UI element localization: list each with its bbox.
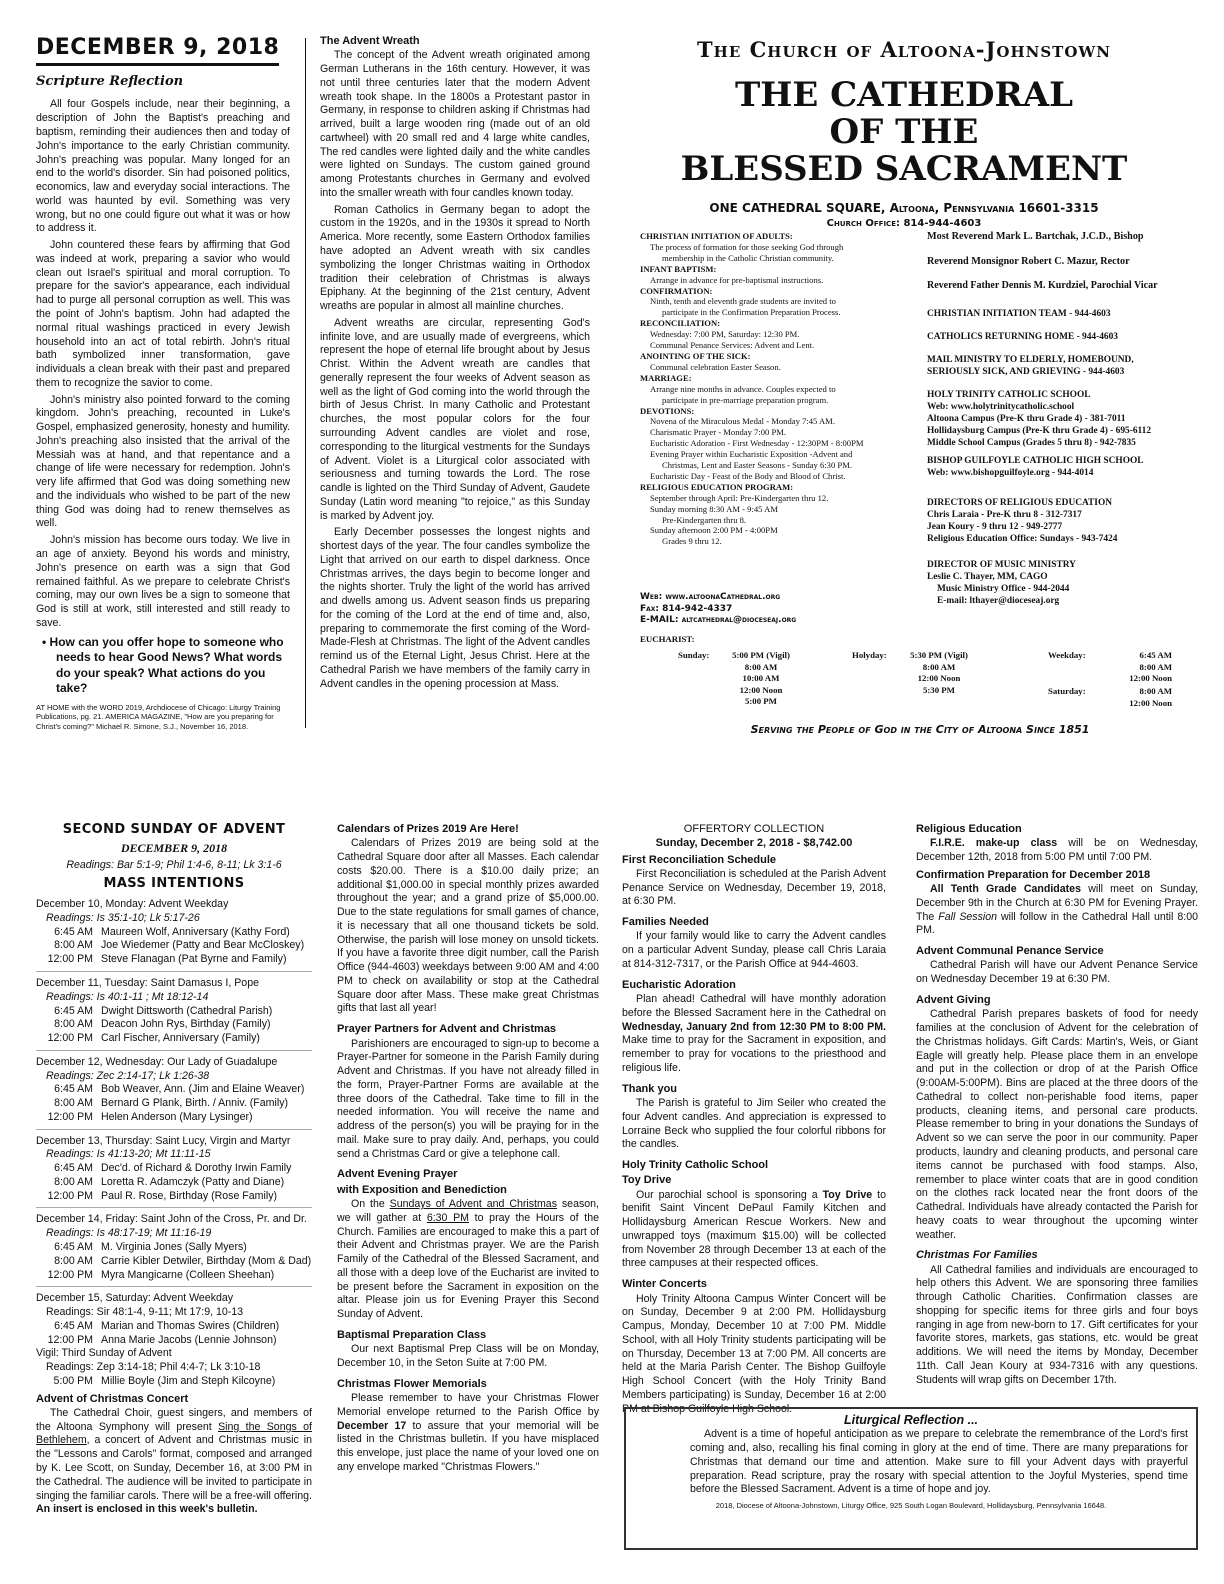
confirmation-text: All Tenth Grade Candidates will meet on Sunday, December 9th in the Church at 6:30 PM for Evening Prayer. The Fall Session will follow in the Cathedral Hall until 8:00 PM.: [916, 883, 1199, 937]
info-line: September through April: Pre-Kindergarten thru 12.: [650, 492, 829, 503]
info-line: membership in the Catholic Christian community.: [662, 252, 834, 263]
intention-day: December 12, Wednesday: Our Lady of Guadalupe: [36, 1055, 278, 1068]
scripture-paragraph-4: John's mission has become ours today. We live in an age of anxiety. Beyond his words and ministry, John's presence on earth was a sign that God remained faithful. As we prepare to celebrate Christ's coming, may our own lives be a sign to someone that God is still at work, still interested and still ready to save.: [36, 534, 290, 629]
announcements-column-3: [622, 822, 886, 1419]
intention-row: 12:00 PM Helen Anderson (Mary Lysinger): [47, 1110, 253, 1123]
vigil-readings: Readings: Zep 3:14-18; Phil 4:4-7; Lk 3:10-18: [46, 1361, 261, 1374]
music-office: Music Ministry Office - 944-2044: [937, 584, 1070, 595]
intention-readings: Readings: Is 35:1-10; Lk 5:17-26: [46, 911, 200, 924]
adoration-title: Eucharistic Adoration: [622, 978, 736, 991]
prayer-partners-title: Prayer Partners for Advent and Christmas: [337, 1023, 557, 1036]
baptismal-text: Our next Baptismal Prep Class will be on Monday, December 10, in the Seton Suite at 7:00 PM.: [337, 1343, 599, 1369]
contact-block: [640, 592, 920, 627]
concert-text: The Cathedral Choir, guest singers, and members of the Altoona Symphony will present Sing the Songs of Bethlehem, a concert of Advent and Christmas music in the "Lessons and Carols" format, composed and arranged by K. Lee Scott, on Sunday, December 16, at 3:00 PM in the Cathedral. The audience will be invited to participate in singing the familiar carols. There will be a free-will offering. An insert is enclosed in this week's bulletin.: [36, 1406, 312, 1516]
hollidaysburg-campus: Hollidaysburg Campus (Pre-K thru Grade 4) - 695-6112: [927, 426, 1152, 437]
intention-row: 8:00 AM Joe Wiedemer (Patty and Bear McCloskey): [54, 939, 305, 952]
intention-row: 12:00 PM Paul R. Rose, Birthday (Rose Family): [47, 1189, 278, 1202]
sacraments-info: [640, 231, 920, 547]
penance-service-title: Advent Communal Penance Service: [916, 945, 1104, 958]
scripture-heading: Scripture Reflection: [36, 73, 184, 89]
adoration-text: Plan ahead! Cathedral will have monthly adoration before the Blessed Sacrament here in the Cathedral on Wednesday, January 2nd from 12:30 PM to 8:00 PM. Make time to pray for the Sacrament in exposition, and remember to pray for vocations to the priesthood and religious life.: [622, 993, 886, 1074]
reflection-question: • How can you offer hope to someone who needs to hear Good News? What words do your speak? What actions do you take?: [42, 634, 284, 696]
sunday-readings: Readings: Bar 5:1-9; Phil 1:4-6, 8-11; Lk 3:1-6: [66, 859, 282, 872]
cathedral-title-2: OF THE: [829, 112, 979, 153]
vigil-label: Vigil: Third Sunday of Advent: [36, 1347, 172, 1360]
sunday-title: SECOND SUNDAY OF ADVENT: [62, 822, 286, 837]
info-line: INFANT BAPTISM:: [640, 263, 717, 274]
wreath-paragraph-4: Early December possesses the longest nights and shortest days of the year. The four candles symbolize the Light that arrived on our earth to dispel darkness. Once Christmas arrives, the days begin to become longer and the nights shorter. Truly the light of the world has arrived and dwells among us. Advent season finds us preparing for the coming of the Lord at the end of time and, also, preparing to commemorate the first coming of the Word-Made-Flesh at Christmas. The light of the Advent candles remind us of the Eternal Light, Jesus Christ. Here at the Cathedral Parish we have members of the family carry in Advent candles in the opening procession at Mass.: [320, 526, 590, 690]
baptismal-title: Baptismal Preparation Class: [337, 1328, 487, 1341]
intention-readings: Readings: Is 41:13-20; Mt 11:11-15: [46, 1148, 211, 1161]
music-ministry-title: DIRECTOR OF MUSIC MINISTRY: [927, 560, 1076, 571]
info-line: ANOINTING OF THE SICK:: [640, 350, 751, 361]
director-laraia: Chris Laraia - Pre-K thru 8 - 312-7317: [927, 510, 1082, 521]
eucharist-label: EUCHARIST:: [640, 634, 695, 644]
intention-day: December 13, Thursday: Saint Lucy, Virgin and Martyr: [36, 1134, 291, 1147]
intention-row: 6:45 AM Maureen Wolf, Anniversary (Kathy Ford): [54, 925, 290, 938]
staff-directory: [927, 230, 1207, 607]
intention-row: 6:45 AM Bob Weaver, Ann. (Jim and Elaine Weaver): [54, 1083, 305, 1096]
intention-day: December 14, Friday: Saint John of the Cross, Pr. and Dr.: [36, 1213, 307, 1226]
info-line: Sunday morning 8:30 AM - 9:45 AM: [650, 503, 778, 514]
winter-concerts-text: Holy Trinity Altoona Campus Winter Concert will be on Sunday, December 9 at 2:00 PM. Hollidaysburg Campus, Monday, December 10 at 7:00 PM. Middle School, with all Holy Trinity students participating will be on Thursday, December 13 at 7:00 PM. All concerts are held at the Maria Parish Center. The Bishop Guilfoyle High School Concert (with the Holy Trinity Band Members participating) is Sunday, December 16 at 2:00 PM at Bishop Guilfoyle High School.: [622, 1292, 886, 1415]
info-line: Eucharistic Adoration - First Wednesday - 12:30PM - 8:00PM: [650, 438, 864, 449]
saturday-readings: Readings: Sir 48:1-4, 9-11; Mt 17:9, 10-13: [46, 1306, 244, 1319]
info-line: CONFIRMATION:: [640, 285, 713, 296]
bishop-guilfoyle-web: Web: www.bishopguilfoyle.org - 944-4014: [927, 468, 1094, 479]
column-divider: [305, 38, 306, 728]
saturday-day: December 15, Saturday: Advent Weekday: [36, 1292, 234, 1305]
families-needed-title: Families Needed: [622, 916, 709, 929]
intention-row: 8:00 AM Bernard G Plank, Birth. / Anniv. (Family): [54, 1097, 289, 1110]
intention-row: 12:00 PM Anna Marie Jacobs (Lennie Johnson): [47, 1333, 277, 1346]
intention-row: 12:00 PM Carl Fischer, Anniversary (Family): [47, 1032, 260, 1045]
info-line: Sunday afternoon 2:00 PM - 4:00PM: [650, 525, 778, 536]
scripture-column: [36, 34, 290, 731]
info-line: RECONCILIATION:: [640, 318, 721, 329]
intention-row: 6:45 AM Dwight Dittsworth (Cathedral Parish): [54, 1004, 273, 1017]
concert-title: Advent of Christmas Concert: [36, 1392, 189, 1405]
info-line: Arrange nine months in advance. Couples expected to: [650, 383, 836, 394]
reflection-title: Liturgical Reflection ...: [843, 1413, 979, 1427]
holyday-times: [894, 650, 984, 696]
saturday-intentions: [36, 1320, 312, 1348]
info-line: Grades 9 thru 12.: [662, 536, 722, 547]
eucharist-schedule: [640, 634, 1200, 708]
evening-prayer-title-2: with Exposition and Benediction: [337, 1183, 507, 1196]
email-link[interactable]: E-MAIL: altcathedral@dioceseaj.org: [640, 615, 797, 626]
christian-initiation-team: CHRISTIAN INITIATION TEAM - 944-4603: [927, 308, 1111, 319]
mass-intentions-title: MASS INTENTIONS: [103, 876, 245, 892]
sunday-time: 8:00 AM: [744, 661, 778, 672]
holy-trinity-school: HOLY TRINITY CATHOLIC SCHOOL: [927, 390, 1091, 401]
winter-concerts-title: Winter Concerts: [622, 1278, 707, 1291]
toy-drive-title-2: Toy Drive: [622, 1174, 672, 1187]
middle-school-campus: Middle School Campus (Grades 5 thru 8) - 942-7835: [927, 438, 1136, 449]
saturday-label: Saturday:: [1048, 686, 1086, 696]
thank-you-text: The Parish is grateful to Jim Seiler who created the four Advent candles. And appreciation is expressed to Lorraine Beck who supplied the four colorful ribbons for the candles.: [622, 1096, 886, 1151]
director-koury: Jean Koury - 9 thru 12 - 949-2777: [927, 522, 1063, 533]
mail-ministry-2: SERIOUSLY SICK, AND GRIEVING - 944-4603: [927, 366, 1125, 377]
offertory-title: OFFERTORY COLLECTION: [683, 823, 825, 835]
confirmation-title: Confirmation Preparation for December 2018: [916, 868, 1151, 881]
date-heading: DECEMBER 9, 2018: [36, 34, 279, 66]
families-needed-text: If your family would like to carry the Advent candles on a particular Advent Sunday, please call Chris Laraia at 814-312-7317, or the Parish Office at 944-4603.: [622, 930, 886, 971]
music-director: Leslie C. Thayer, MM, CAGO: [927, 572, 1048, 583]
prayer-partners-text: Parishioners are encouraged to sign-up to become a Prayer-Partner for someone in the Parish Family during Advent and Christmas. If you have not already filled in the form, Prayer-Partner Forms are available at the three doors of the Cathedral. Take time to fill in the needed information. You will receive the name and address of the person(s) you will be praying for in the mail. Make sure to pray daily. And, perhaps, you could send a Christmas Card or give a telephone call.: [337, 1037, 599, 1160]
thank-you-title: Thank you: [622, 1082, 678, 1095]
wreath-paragraph-2: Roman Catholics in Germany began to adopt the custom in the 1920s, and in the 1930s it spread to North America. More recently, some Eastern Orthodox families have adopted an Advent wreath with six candles symbolizing the longer Christmas waiting in Orthodox tradition their celebration of Christmas is always Epiphany. At the beginning of the 21st century, Advent wreaths are popular in almost all mainline churches.: [320, 203, 590, 313]
info-line: Arrange in advance for pre-baptismal instructions.: [650, 274, 824, 285]
first-reconciliation-text: First Reconciliation is scheduled at the Parish Advent Penance Service on Wednesday, December 19, 2018, at 6:30 PM.: [622, 867, 886, 908]
saturday-time: 12:00 Noon: [1129, 697, 1172, 708]
mass-intentions-column: [36, 822, 312, 1520]
toy-drive-text: Our parochial school is sponsoring a Toy Drive to benifit Saint Vincent DePaul Family Kitchen and Hollidaysburg American Rescue Workers. New and unwrapped toys (maximum $15.00) will be collected from November 28 through December 13 at each of the three campuses at their respected offices.: [622, 1188, 886, 1270]
info-line: DEVOTIONS:: [640, 405, 695, 416]
holyday-time: 12:00 Noon: [917, 673, 961, 684]
info-line: Novena of the Miraculous Medal - Monday 7:45 AM.: [650, 416, 835, 427]
weekday-time: 12:00 Noon: [1129, 673, 1172, 684]
music-email: E-mail: lthayer@dioceseaj.org: [937, 596, 1060, 607]
info-line: participate in pre-marriage preparation program.: [662, 394, 829, 405]
christmas-families-text: All Cathedral families and individuals are encouraged to help others this Advent. We are sponsoring three families through Catholic Charities. Confirmation classes are shopping for specific items for three girls and four boys ranging in age from new-born to 17. Gift certificates for your favorite stores, markets, gas stations, etc. would be great additions. We will need the items by Monday, December 11th. Call Jean Koury at 934-7316 with any questions. Students will wrap gifts on December 17th.: [916, 1263, 1198, 1386]
church-office-phone: Church Office: 814-944-4603: [826, 218, 982, 230]
info-line: participate in the Confirmation Preparation Process.: [662, 307, 841, 318]
intention-readings: Readings: Is 48:17-19; Mt 11:16-19: [46, 1227, 212, 1240]
info-line: The process of formation for those seeking God through: [650, 241, 844, 252]
flowers-title: Christmas Flower Memorials: [337, 1377, 487, 1390]
holy-trinity-web: Web: www.holytrinitycatholic.school: [927, 402, 1075, 413]
info-line: MARRIAGE:: [640, 372, 692, 383]
info-line: Charismatic Prayer - Monday 7:00 PM.: [650, 427, 787, 438]
bishop-guilfoyle-school: BISHOP GUILFOYLE CATHOLIC HIGH SCHOOL: [927, 456, 1144, 467]
sunday-time: 5:00 PM: [744, 696, 777, 707]
saturday-time: 8:00 AM: [1139, 686, 1172, 696]
calendars-title: Calendars of Prizes 2019 Are Here!: [337, 823, 519, 835]
reflection-body: Advent is a time of hopeful anticipation as we prepare to celebrate the remembrance of the Lord's first coming and, also, recalling his final coming in glory at the end of time. There are many preparations for Christmas that demand our time and attention. Make sure to fill your Advent days with prayerful preparation. Read scripture, pray the rosary with special attention to the Joyful Mysteries, spend time before the Blessed Sacrament. Advent is a time of hope and joy.: [690, 1428, 1188, 1496]
info-line: RELIGIOUS EDUCATION PROGRAM:: [640, 481, 794, 492]
weekday-time: 6:45 AM: [1139, 650, 1172, 660]
evening-prayer-text: On the Sundays of Advent and Christmas season, we will gather at 6:30 PM to pray the Hours of the Church. Families are encouraged to make this a part of their Advent and Christmas prayer. We are the Parish Family of the Cathedral of the Blessed Sacrament, and all those with a deep love of the Eucharist are invited to be present before the Sacrament in exposition on the altar. Please join us for Evening Prayer this Second Sunday of Advent.: [337, 1198, 600, 1321]
announcements-column-4: [916, 822, 1198, 1391]
sunday-time: 10:00 AM: [742, 673, 780, 684]
scripture-paragraph-1: All four Gospels include, near their beginning, a description of John the Baptist's preaching and baptism, reminding their audiences then and today of John's importance to the early Christian community. John's preaching was popular. Many longed for an end to the world's disorder. Sin had poisoned politics, economics, law and everyday social interactions. The world was haunted by evil. Something was very wrong, but no one could figure out what it was or how to address it.: [36, 98, 290, 235]
weekday-times: [1110, 650, 1172, 685]
saturday-times: [1110, 686, 1172, 709]
cathedral-title-1: THE CATHEDRAL: [734, 75, 1074, 116]
offertory-amount: Sunday, December 2, 2018 - $8,742.00: [655, 837, 853, 850]
announcements-column-2: [337, 822, 599, 1478]
first-reconciliation-title: First Reconciliation Schedule: [622, 853, 777, 866]
sunday-times: [726, 650, 796, 708]
wreath-title: The Advent Wreath: [320, 35, 420, 47]
rector: Reverend Monsignor Robert C. Mazur, Rector: [927, 256, 1130, 268]
advent-giving-title: Advent Giving: [916, 994, 991, 1007]
calendars-text: Calendars of Prizes 2019 are being sold at the Cathedral Square door after all Masses. Each calendar costs $20.00. There is a $10.00 daily prize; an additional $1,000.00 in special monthly prizes awarded throughout the year; and a grand prize of $5,000.00. Due to the state regulations for small games of chance, it is necessary that all one thousand tickets be sold. Otherwise, the parish will lose money on unsold tickets. If you have a favorite three digit number, call the Parish Office (944-4603) weekdays between 9:00 AM and 4:00 PM to check on availability or stop at the Cathedral Square door after Mass. These make great Christmas gifts that last all year!: [337, 837, 599, 1015]
holyday-time: 5:30 PM (Vigil): [910, 650, 968, 660]
intention-row: 6:45 AM M. Virginia Jones (Sally Myers): [54, 1240, 247, 1253]
cathedral-address: ONE CATHEDRAL SQUARE, Altoona, Pennsylvania 16601-3315: [709, 201, 1099, 216]
toy-drive-title-1: Holy Trinity Catholic School: [622, 1159, 769, 1172]
serving-tagline: Serving the People of God in the City of Altoona Since 1851: [750, 723, 1090, 736]
evening-prayer-title-1: Advent Evening Prayer: [337, 1168, 458, 1181]
intention-readings: Readings: Zec 2:14-17; Lk 1:26-38: [46, 1069, 210, 1082]
cathedral-title-3: BLESSED SACRAMENT: [680, 148, 1128, 189]
christmas-families-title: Christmas For Families: [916, 1249, 1038, 1262]
website-link[interactable]: Web: www.altoonaCathedral.org: [640, 592, 781, 602]
info-line: Communal celebration Easter Season.: [650, 361, 781, 372]
intention-day: December 11, Tuesday: Saint Damasus I, Pope: [36, 976, 259, 989]
intentions-list: [36, 898, 312, 1282]
info-line: CHRISTIAN INITIATION OF ADULTS:: [640, 231, 793, 241]
intention-readings: Readings: Is 40:1-11 ; Mt 18:12-14: [46, 990, 209, 1003]
info-line: Christmas, Lent and Easter Seasons - Sunday 6:30 PM.: [662, 460, 852, 471]
holyday-time: 5:30 PM: [922, 684, 955, 695]
intention-row: 6:45 AM Dec'd. of Richard & Dorothy Irwin Family: [54, 1162, 292, 1175]
advent-giving-text: Cathedral Parish prepares baskets of food for needy families at the conclusion of Advent for the celebration of the Christmas holidays. Gift Cards: Martin's, Weis, or Giant Eagle will greatly help. Please place them in an envelope and put in the collection or drop of at the Parish Office (9:00AM-5:00PM). Bins are placed at the three doors of the Cathedral to collect non-perishable food items, paper products, cleaning items, and personal care products. Please remember to bring in your donations the Sundays of Advent so we can serve the poor in our community. Paper products, laundry and cleaning products, and personal care items cannot be purchased with food stamps. Also, remember to place winter coats that are in good condition on the clothes rack located near the front doors of the Cathedral. Individuals have already contacted the Parish for heavy coats to wear throughout the upcoming winter weather.: [916, 1008, 1198, 1241]
weekday-time: 8:00 AM: [1139, 661, 1172, 672]
mail-ministry-1: MAIL MINISTRY TO ELDERLY, HOMEBOUND,: [927, 354, 1134, 365]
liturgical-reflection-box: [624, 1407, 1198, 1550]
info-line: Eucharistic Day - Feast of the Body and Blood of Christ.: [650, 470, 846, 481]
intention-row: 8:00 AM Deacon John Rys, Birthday (Family): [54, 1018, 271, 1031]
weekday-label: Weekday:: [1048, 650, 1086, 660]
scripture-paragraph-3: John's ministry also pointed forward to the coming kingdom. John's preaching, recounted in Luke's Gospel, emphasized generosity, honesty and humility. John's preaching also insisted that the arrival of the Messiah was at hand, and that repentance and a change of life were necessary for redemption. John's very life affirmed that God was doing something new and the individuals who wished to be part of the new thing God was doing had to renew themselves as well.: [36, 393, 290, 530]
intention-row: 6:45 AM Marian and Thomas Swires (Children): [54, 1319, 280, 1332]
wreath-paragraph-1: The concept of the Advent wreath originated among German Lutherans in the 16th century. However, it was not until three centuries later that the modern Advent wreath took shape. In the 1800s a Protestant pastor in Germany, in response to children asking if Christmas had arrived, built a large wooden ring (made out of an old cartwheel) with 20 small red and 4 large white candles, The red candles were lighted daily and the white candles were lighted on Sundays. The custom gained ground among Protestants churches in Germany and evolved into the smaller wreath with four candles known today.: [320, 49, 590, 199]
reflection-footer: 2018, Diocese of Altoona-Johnstown, Liturgy Office, 925 South Logan Boulevard, Hollidaysburg, Pennsylvania 16648.: [715, 1501, 1107, 1511]
info-line: Evening Prayer within Eucharistic Exposition -Advent and: [650, 449, 853, 460]
church-name: The Church of Altoona-Johnstown: [697, 37, 1111, 62]
intention-row: 8:00 AM Carrie Kibler Detwiler, Birthday (Mom & Dad): [54, 1254, 312, 1267]
catholics-returning-home: CATHOLICS RETURNING HOME - 944-4603: [927, 331, 1118, 342]
penance-service-text: Cathedral Parish will have our Advent Penance Service on Wednesday December 19 at 6:30 PM.: [916, 959, 1198, 986]
sunday-time: 12:00 Noon: [739, 684, 783, 695]
holyday-label: Holyday:: [852, 650, 887, 660]
directors-religious-ed: DIRECTORS OF RELIGIOUS EDUCATION: [927, 498, 1113, 509]
holyday-time: 8:00 AM: [922, 661, 956, 672]
sunday-label: Sunday:: [678, 650, 710, 660]
intention-row: 12:00 PM Steve Flanagan (Pat Byrne and Family): [47, 953, 287, 966]
masthead: [610, 36, 1198, 230]
sunday-time: 5:00 PM (Vigil): [732, 650, 790, 660]
bishop: Most Reverend Mark L. Bartchak, J.C.D., Bishop: [927, 231, 1144, 242]
altoona-campus: Altoona Campus (Pre-K thru Grade 4) - 381-7011: [927, 414, 1126, 425]
info-line: Ninth, tenth and eleventh grade students are invited to: [650, 296, 836, 307]
religious-ed-title: Religious Education: [916, 823, 1022, 835]
advent-wreath-column: [320, 34, 590, 695]
intention-day: December 10, Monday: Advent Weekday: [36, 898, 229, 911]
info-line: Communal Penance Services: Advent and Lent.: [650, 340, 815, 351]
info-line: Wednesday: 7:00 PM, Saturday: 12:30 PM.: [650, 329, 800, 340]
wreath-paragraph-3: Advent wreaths are circular, representing God's infinite love, and are usually made of evergreens, which represent the hope of eternal life brought about by Jesus Christ. Within the Advent wreath are candles that generally represent the four weeks of Advent season as well as the light of God coming into the world through the birth of Jesus Christ. In many Catholic and Protestant churches, the most popular colors for the four surrounding Advent candles are violet and rose, corresponding to the liturgical vestments for the Sundays of Advent. Violet is a Liturgical color associated with seriousness and turning towards the Lord. The rose candle is lighted on the Third Sunday of Advent, Gaudete Sunday (Latin word meaning "to rejoice," as this Sunday is marked by Advent joy.: [320, 316, 590, 522]
religious-ed-text: F.I.R.E. make-up class will be on Wednesday, December 12th, 2018 from 5:00 PM until 7:00 PM.: [916, 837, 1198, 864]
parochial-vicar: Reverend Father Dennis M. Kurdziel, Parochial Vicar: [927, 280, 1158, 292]
intention-row: 12:00 PM Myra Mangicarne (Colleen Sheehan): [47, 1268, 275, 1281]
scripture-citation: AT HOME with the WORD 2019, Archdiocese of Chicago: Liturgy Training Publications, pg. 21. AMERICA MAGAZINE, "How are you preparing for Christ's coming?" Michael R. Simone, S.J., November 16, 2018.: [36, 702, 281, 731]
flowers-text: Please remember to have your Christmas Flower Memorial envelope returned to the Parish Office by December 17 to assure that your memorial will be listed in the Christmas bulletin. If you have misplaced this envelope, just place the name of your loved one on any envelope marked "Christmas Flowers.": [337, 1392, 599, 1473]
fax-number: Fax: 814-942-4337: [640, 603, 733, 614]
sunday-date: DECEMBER 9, 2018: [120, 840, 228, 855]
religious-ed-office: Religious Education Office: Sundays - 943-7424: [927, 534, 1118, 545]
vigil-intention: 5:00 PM Millie Boyle (Jim and Steph Kilcoyne): [53, 1374, 276, 1387]
info-line: Pre-Kindergarten thru 8.: [662, 514, 747, 525]
scripture-paragraph-2: John countered these fears by affirming that God was indeed at work, preparing a savior who would clean out Israel's spiritual and moral corruption. To prepare for the savior's appearance, each individual had to purge all personal corruption as well. This was the point of John's baptism. John had adapted the normal ritual washings practiced in every Jewish household into an act of total rebirth. John's ritual bath symbolized inner transformation, gave individuals a clean break with their past and prepared them to recognize the savior to come.: [36, 239, 290, 389]
intention-row: 8:00 AM Loretta R. Adamczyk (Patty and Diane): [54, 1175, 285, 1188]
